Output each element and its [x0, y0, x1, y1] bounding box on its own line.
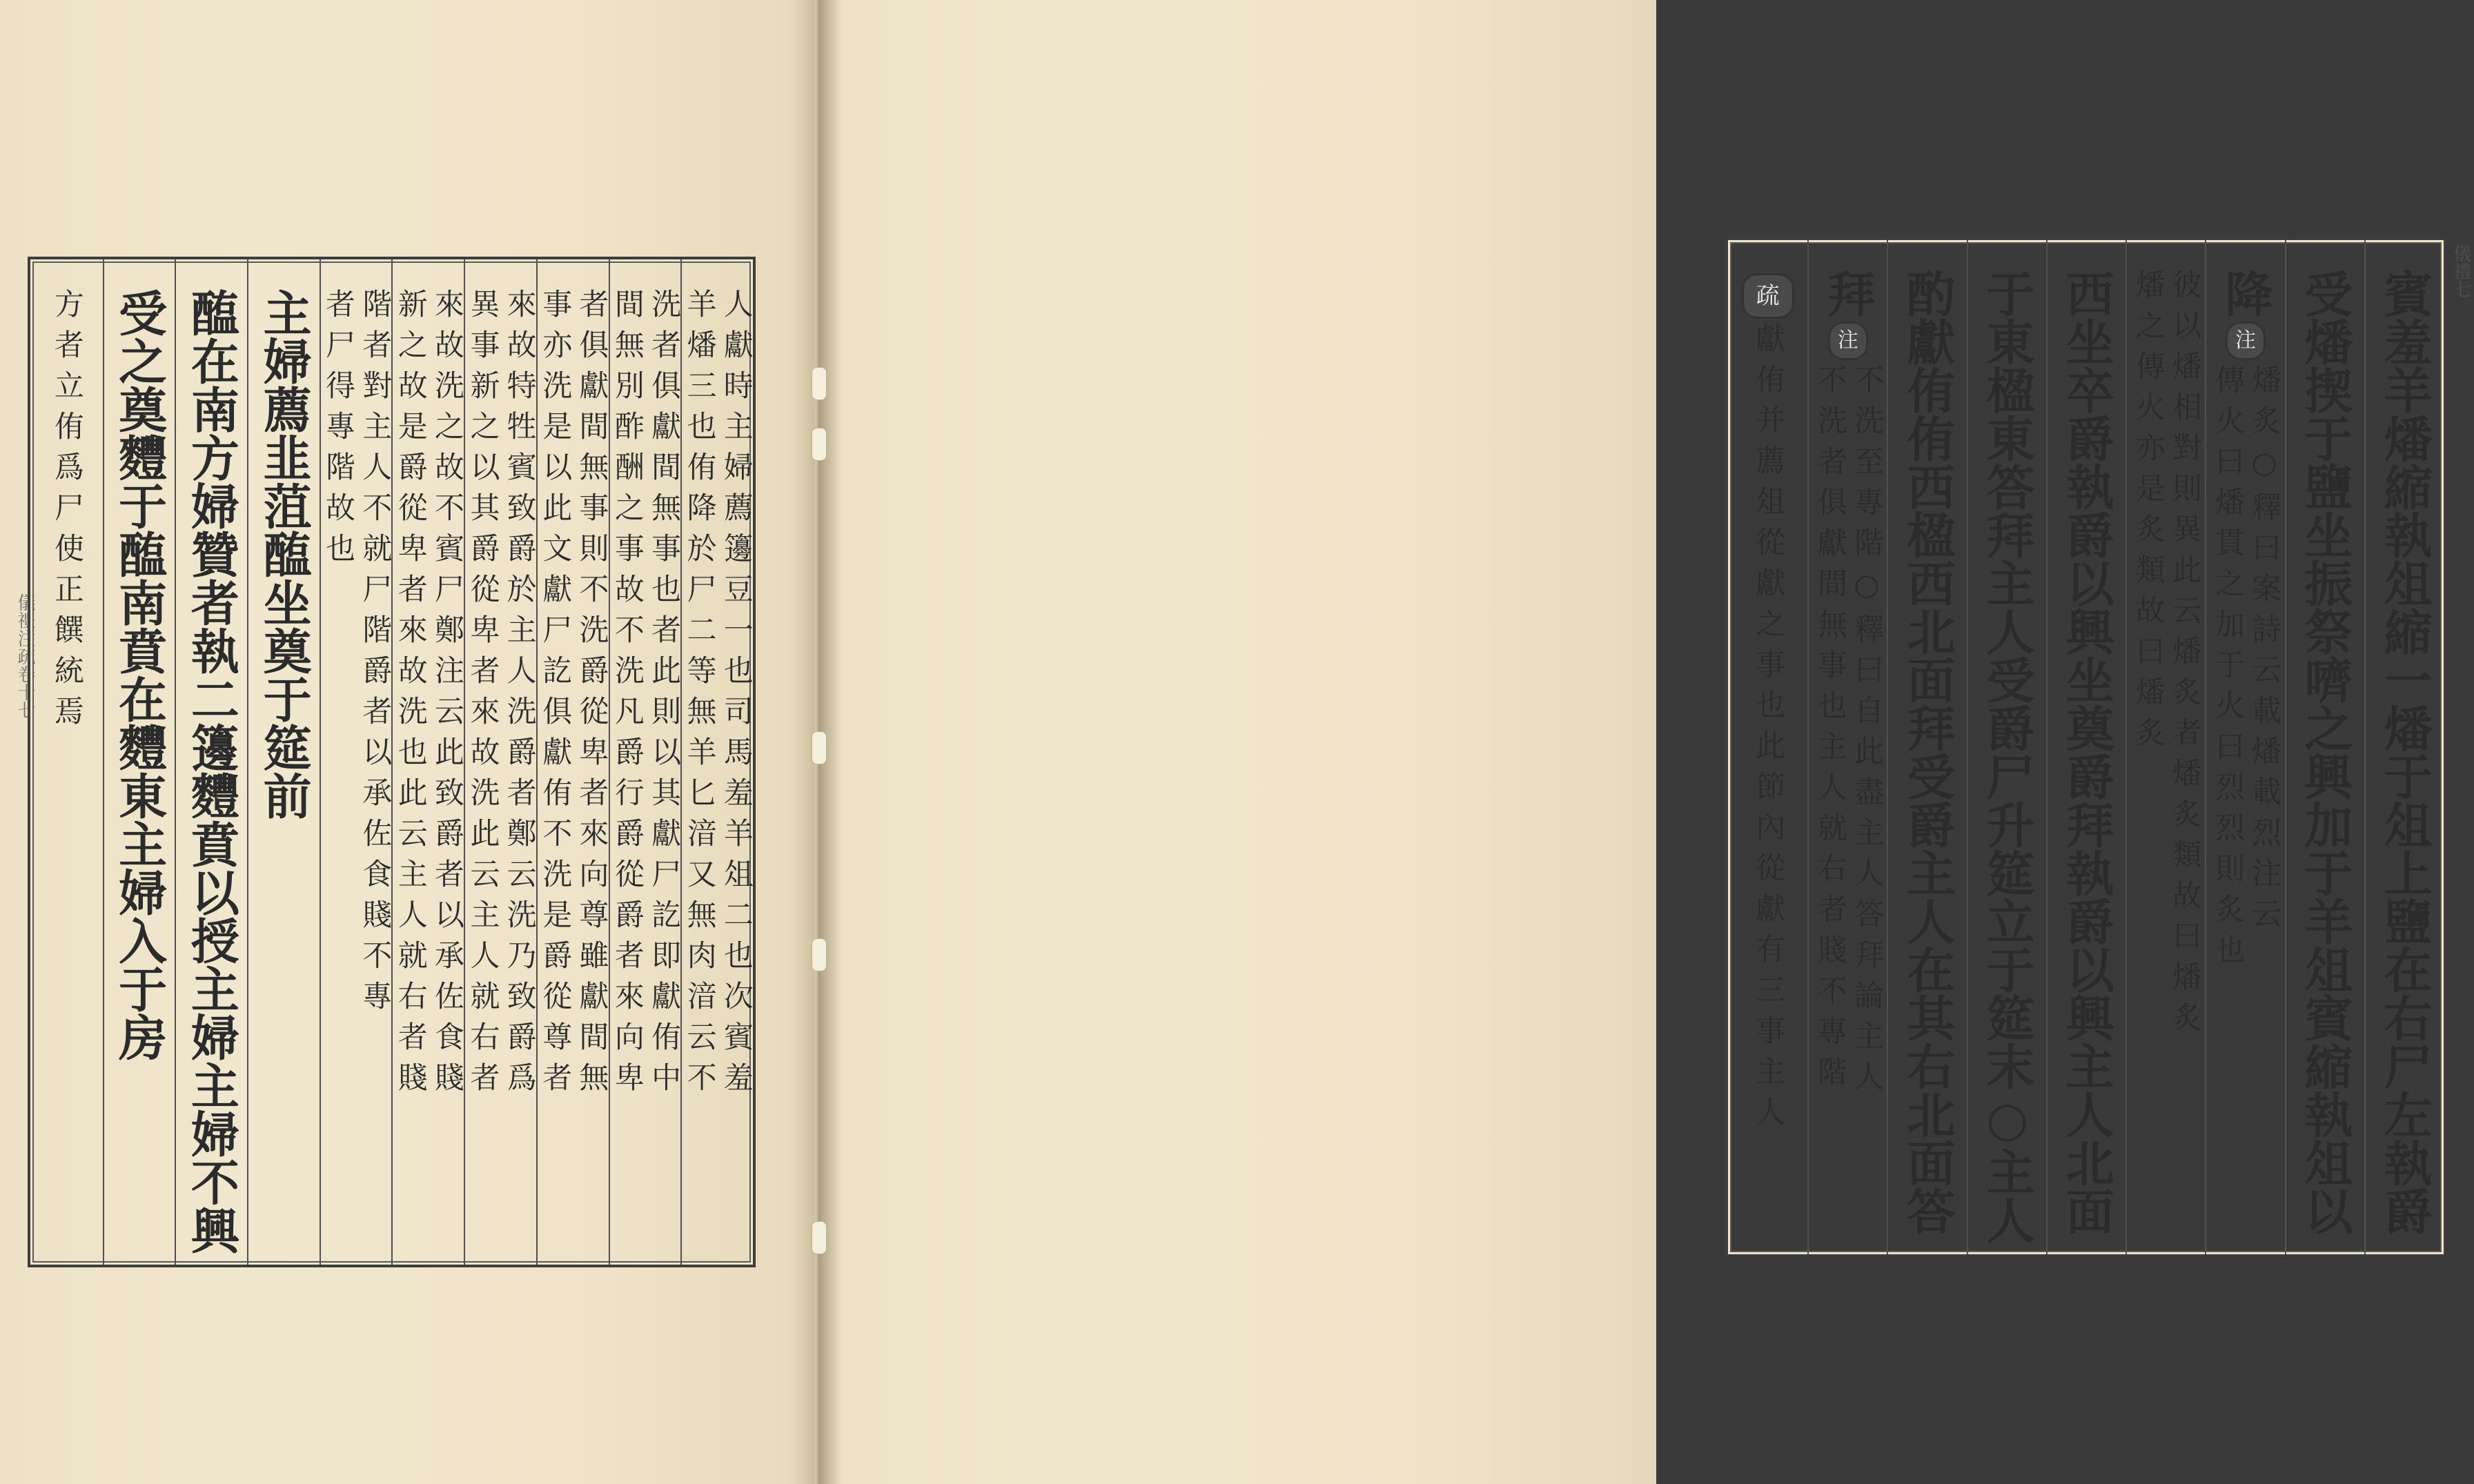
commentary-line: 燔炙○釋曰案詩云載燔載烈注云	[2247, 364, 2282, 939]
commentary-line: 燔之傳火亦是炙類故曰燔炙	[2130, 269, 2166, 758]
text-column	[175, 259, 247, 1265]
commentary-line: 事亦洗是以此文獻尸訖俱獻侑不洗是爵從尊者	[538, 288, 573, 1102]
main-text: 受燔揳于鹽坐振祭嚌之興加于羊俎賓縮執俎以	[2296, 269, 2354, 1235]
commentary-line: 來故特牲賓致爵於主人洗爵者鄭云洗乃致爵爲	[502, 288, 537, 1102]
commentary-line: 階者對主人不就尸階爵者以承佐食賤不專	[357, 288, 393, 1021]
main-text: 西坐卒爵執爵以興坐奠爵拜執爵以興主人北面	[2058, 269, 2116, 1235]
commentary-line: 彼以燔相對則異此云燔炙者燔炙類故曰燔炙	[2167, 269, 2202, 1042]
text-column	[1967, 240, 2046, 1254]
text-column	[2205, 240, 2284, 1254]
text-column	[2285, 240, 2364, 1254]
commentary-line: 傳火曰燔貫之加于火曰烈烈則炙也	[2210, 364, 2245, 975]
main-text: 賓羞羊燔縮執俎縮一燔于俎上鹽在右尸左執爵	[2376, 269, 2434, 1235]
right-margin-title: 儀禮七	[2451, 244, 2471, 298]
annotation-tag-icon: 疏	[1742, 273, 1794, 319]
main-text: 于東楹東答拜主人受爵尸升筵立于筵末○主人	[1979, 269, 2036, 1244]
text-column	[536, 259, 609, 1265]
binding-stitch	[812, 367, 827, 400]
right-page	[814, 0, 2471, 1484]
commentary-line: 來故洗之故不賓尸鄭注云此致爵者以承佐食賤	[429, 288, 464, 1102]
main-text: 降	[2217, 269, 2275, 317]
commentary-line: 人獻時主婦薦籩豆一也司馬羞羊俎二也次賓羞	[718, 288, 754, 1102]
binding-stitch	[812, 731, 827, 764]
commentary-line: 者俱獻間無事則不洗爵從卑者來向尊雖獻間無	[574, 288, 609, 1102]
text-column	[680, 259, 753, 1265]
main-text: 主婦薦韭菹醢坐奠于筵前	[255, 288, 313, 820]
left-margin-title: 儀禮注疏卷十七	[14, 593, 35, 719]
left-page	[0, 0, 815, 1484]
right-text-frame	[1725, 237, 2446, 1257]
commentary-line: 洗者俱獻間無事也者此則以其獻尸訖即獻侑中	[647, 288, 682, 1102]
text-column	[1728, 240, 1807, 1254]
text-column	[2126, 240, 2205, 1254]
text-column	[247, 259, 320, 1265]
commentary-line: 新之故是爵從卑者來故洗也此云主人就右者賤	[393, 288, 428, 1102]
binding-stitch	[812, 428, 827, 461]
text-column	[30, 259, 103, 1265]
main-text: 醢在南方婦贊者執二籩麷賁以授主婦主婦不興	[183, 288, 241, 1254]
commentary-line: 異事新之以其爵從卑者來故洗此云主人就右者	[465, 288, 500, 1102]
text-column	[391, 259, 464, 1265]
text-column	[464, 259, 536, 1265]
text-column	[320, 259, 392, 1265]
left-text-frame	[28, 257, 756, 1267]
commentary-line: 羊燔三也侑降於尸二等無羊匕湆又無肉湆云不	[682, 288, 717, 1102]
main-text: 酌獻侑侑西楹西北面拜受爵主人在其右北面答	[1898, 269, 1956, 1235]
binding-stitch	[812, 1221, 827, 1254]
text-column	[1807, 240, 1887, 1254]
annotation-tag-icon: 注	[2226, 321, 2266, 360]
commentary-line: 方者立侑爲尸使正饌統焉	[49, 288, 84, 736]
commentary-line: 不洗者俱獻間無事也主人就右者賤不專階	[1812, 364, 1847, 1097]
annotation-tag-icon: 注	[1828, 321, 1868, 360]
text-column	[103, 259, 175, 1265]
commentary-line: 間無別酢酬之事故不洗凡爵行爵從爵者來向卑	[609, 288, 645, 1102]
main-text: 拜	[1819, 269, 1877, 317]
text-column	[609, 259, 681, 1265]
text-column	[1887, 240, 1966, 1254]
text-column	[2364, 240, 2444, 1254]
commentary-line: 者尸得專階故也	[321, 288, 356, 573]
commentary-line: 獻侑并薦俎從獻之事也此節內從獻有三事主人	[1751, 323, 1786, 1137]
main-text: 受之奠麷于醢南賁在麷東主婦入于房	[110, 288, 168, 1061]
commentary-line: 不洗至專階○釋曰自此盡主人答拜論主人	[1849, 364, 1884, 1102]
binding-stitch	[812, 938, 827, 971]
text-column	[2046, 240, 2126, 1254]
